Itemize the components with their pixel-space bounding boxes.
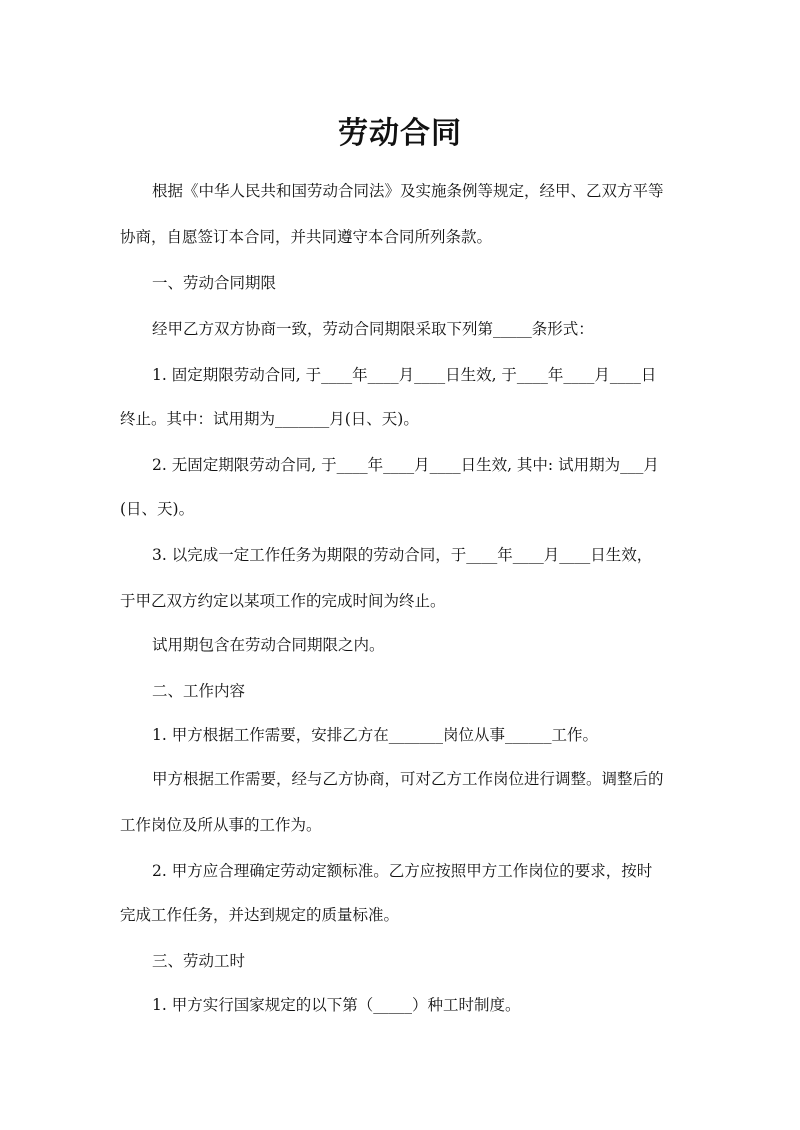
section-heading: 一、劳动合同期限 xyxy=(152,274,277,292)
document-title: 劳动合同 xyxy=(338,116,462,151)
paragraph-line: 2. 甲方应合理确定劳动定额标准。乙方应按照甲方工作岗位的要求，按时 xyxy=(152,862,653,880)
paragraph-line: 协商，自愿签订本合同，并共同遵守本合同所列条款。 xyxy=(120,228,493,246)
paragraph-line: 终止。其中：试用期为_______月(日、天)。 xyxy=(120,410,419,428)
paragraph-line: 1. 甲方实行国家规定的以下第（_____）种工时制度。 xyxy=(152,996,521,1014)
paragraph-line: 根据《中华人民共和国劳动合同法》及实施条例等规定，经甲、乙双方平等 xyxy=(152,182,664,200)
paragraph-line: 甲方根据工作需要，经与乙方协商，可对乙方工作岗位进行调整。调整后的 xyxy=(152,770,664,788)
paragraph-line: 2. 无固定期限劳动合同, 于____年____月____日生效, 其中: 试用期为___月 xyxy=(152,456,659,474)
paragraph-line: 3. 以完成一定工作任务为期限的劳动合同，于____年____月____日生效， xyxy=(152,546,653,564)
paragraph-line: 于甲乙双方约定以某项工作的完成时间为终止。 xyxy=(120,592,446,610)
paragraph-line: 试用期包含在劳动合同期限之内。 xyxy=(152,636,385,654)
section-heading: 三、劳动工时 xyxy=(152,952,246,970)
paragraph-line: 完成工作任务，并达到规定的质量标准。 xyxy=(120,906,400,924)
paragraph-line: 工作岗位及所从事的工作为。 xyxy=(120,816,322,834)
paragraph-line: 1. 甲方根据工作需要，安排乙方在_______岗位从事______工作。 xyxy=(152,726,598,744)
paragraph-line: (日、天)。 xyxy=(120,500,195,518)
paragraph-line: 1. 固定期限劳动合同, 于____年____月____日生效, 于____年____月____日 xyxy=(152,366,657,384)
paragraph-line: 经甲乙方双方协商一致，劳动合同期限采取下列第_____条形式： xyxy=(152,320,594,338)
section-heading: 二、工作内容 xyxy=(152,682,246,700)
